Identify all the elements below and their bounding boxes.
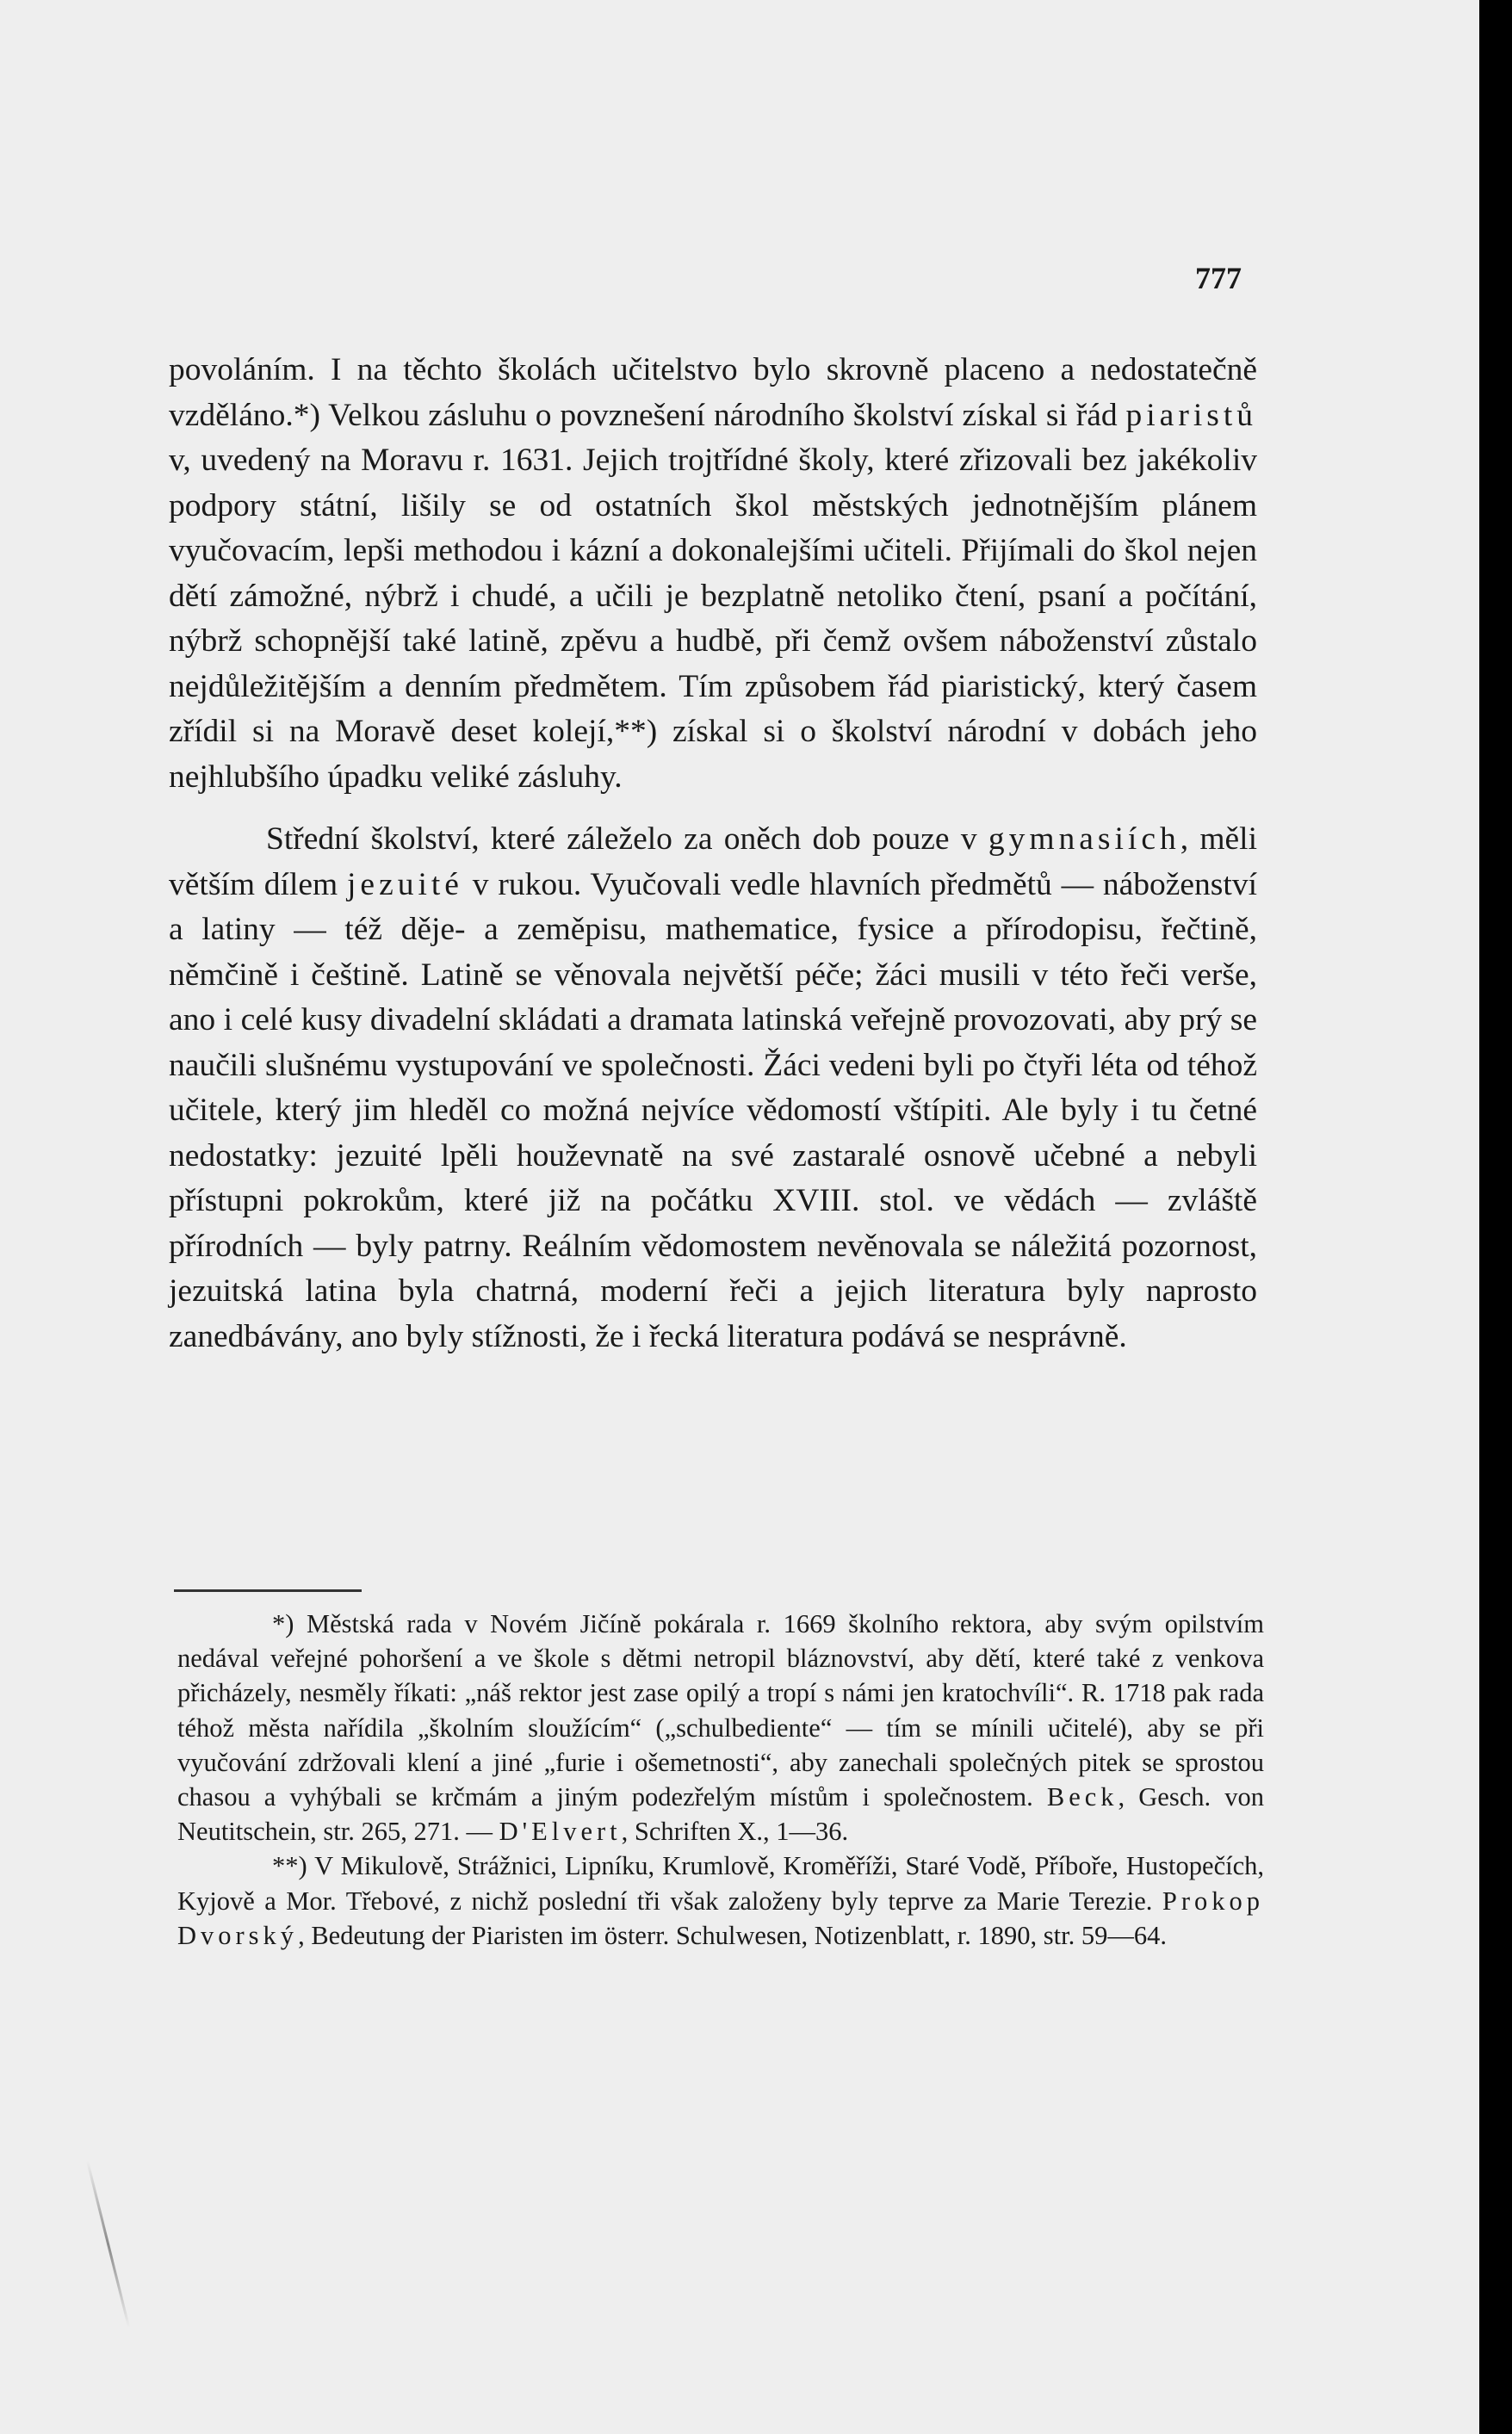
paragraph-1 [169,348,1257,800]
footnote-2 [177,1849,1264,1953]
footnote-1-author-delvert: D'Elvert [499,1817,622,1847]
footnote-2-text-a: **) V Mikulově, Strážnici, Lipníku, Krumlově, Kroměříži, Staré Vodě, Příboře, Hustopečích, Kyjově a Mor. Třebové, z nichž poslední tři však založeny byly teprve za Marie Terezie. [177,1851,1264,1916]
paragraph-2-text-c: , měli větším dílem [169,821,1258,902]
scan-scratch-mark [86,2160,130,2328]
footnote-2-text-c: , Bedeutung der Piaristen im österr. Schulwesen, Notizenblatt, r. 1890, str. 59—64. [298,1920,1167,1950]
main-text [169,348,1257,1359]
paragraph-2 [169,817,1257,1359]
paragraph-2-text-e: v rukou. Vyučovali vedle hlavních předmětů — náboženství a latiny — též děje- a zeměpisu, mathematice, fysice a přírodopisu, řečtině, němčině i češtině. Latině se věnovala největší péče; žáci musili v této řeči verše, ano i celé kusy divadelní skládati a dramata latinská veřejně provozovati, aby prý se naučili slušnému vystupování ve společnosti. Žáci vedeni byli po čtyři léta od téhož učitele, který jim hleděl co možná nejvíce vědomostí vštípiti. Ale byly i tu četné nedostatky: jezuité lpěli houževnatě na své zastaralé osnově učebné a nebyli přístupni pokrokům, které již na počátku XVIII. stol. ve vědách — zvláště přírodních — byly patrny. Reálním vědomostem nevěnovala se náležitá pozornost, jezuitská latina byla chatrná, moderní řeči a jejich literatura byly naprosto zanedbávány, ano byly stížnosti, že i řecká literatura podává se nesprávně. [169,866,1257,1354]
paragraph-1-text-c: v, uvedený na Moravu r. 1631. Jejich trojtřídné školy, které zřizovali bez jakékoliv podpory státní, lišily se od ostatních škol městských jednotnějším plánem vyučovacím, lepši methodou i kázní a dokonalejšími učiteli. Přijímali do škol nejen dětí zámožné, nýbrž i chudé, a učili je bezplatně netoliko čtení, psaní a počítání, nýbrž schopnější také latině, zpěvu a hudbě, při čemž ovšem náboženství zůstalo nejdůležitějším a denním předmětem. Tím způsobem řád piaristický, který časem zřídil si na Moravě deset kolejí,**) získal si o školství národní v dobách jeho nejhlubšího úpadku veliké zásluhy. [169,443,1257,795]
footnote-divider [174,1589,362,1592]
footnote-1 [177,1607,1264,1849]
footnote-1-author-beck: Beck [1046,1782,1119,1812]
footnote-2-author-dvorsky: Prokop Dvorský [177,1886,1264,1950]
paragraph-2-emphasis-gymnasia: gymnasiích [988,821,1180,857]
paragraph-1-emphasis: piaristů [1125,397,1257,433]
footnotes [177,1607,1264,1953]
footnote-1-text-c: , Gesch. von Neutitschein, str. 265, 271. — [177,1782,1264,1847]
paragraph-2-emphasis-jesuits: jezuité [347,866,463,902]
paragraph-2-text-a: Střední školství, které záleželo za oněch dob pouze v [266,821,988,857]
page-number: 777 [1195,261,1242,295]
footnote-1-text-e: , Schriften X., 1—36. [621,1817,849,1847]
paragraph-1-text-a: povoláním. I na těchto školách učitelstvo bylo skrovně placeno a nedostatečně vzděláno.*) Velkou zásluhu o povznešení národního školství získal si řád [169,352,1257,433]
footnote-1-text-a: *) Městská rada v Novém Jičíně pokárala r. 1669 školního rektora, aby svým opilstvím nedával veřejné pohoršení a ve škole s dětmi netropil bláznovství, aby dětí, které také z venkova přicházely, nesměly říkati: „náš rektor jest zase opilý a tropí s námi jen kratochvíli“. R. 1718 pak rada téhož města nařídila „školním sloužícím“ („schulbediente“ — tím se mínili učitelé), aby se při vyučování zdržovali klení a jiné „furie i ošemetnosti“, aby zanechali společných pitek se sprostou chasou a vyhýbali se krčmám a jiným podezřelým místům i společnostem. [177,1609,1264,1812]
